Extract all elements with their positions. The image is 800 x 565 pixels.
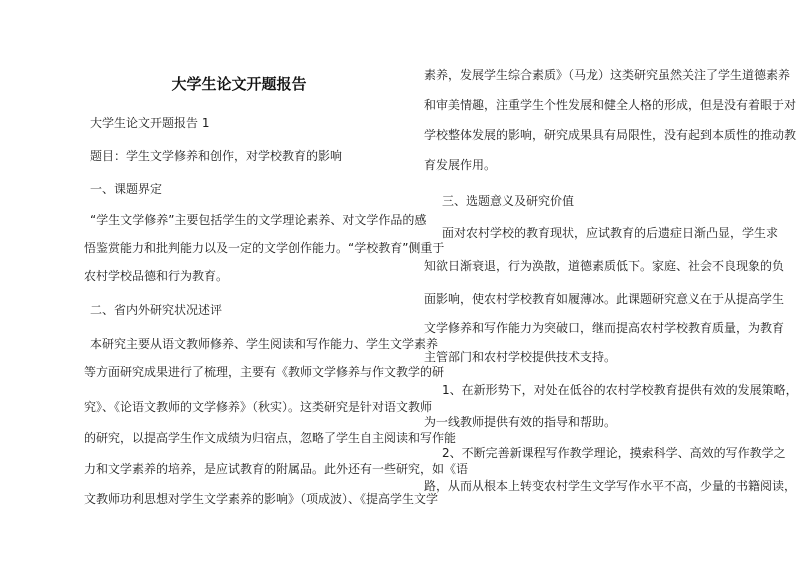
paragraph-line: 农村学校品德和行为教育。 bbox=[84, 269, 229, 283]
paragraph-line: 面影响，使农村学校教育如履薄冰。此课题研究意义在于从提高学生 bbox=[424, 292, 785, 306]
document-title: 大学生论文开题报告 bbox=[171, 75, 307, 93]
paragraph-line: 素养，发展学生综合素质》（马龙）这类研究虽然关注了学生道德素养 bbox=[424, 68, 791, 82]
paragraph-line: 究》、《论语文教师的文学修养》（秋实）。这类研究是针对语文教师 bbox=[84, 400, 433, 414]
paragraph-line: 和审美情趣，注重学生个性发展和健全人格的形成，但是没有着眼于对 bbox=[424, 98, 797, 112]
paragraph-line: 学校整体发展的影响，研究成果具有局限性，没有起到本质性的推动教 bbox=[424, 128, 797, 142]
paragraph-line: 为一线教师提供有效的指导和帮助。 bbox=[424, 415, 617, 429]
paragraph-line: 力和文学素养的培养，是应试教育的附属品。此外还有一些研究，如《语 bbox=[84, 462, 469, 476]
section-heading-3: 三、选题意义及研究价值 bbox=[442, 194, 575, 208]
list-item-1: 1、在新形势下，对处在低谷的农村学校教育提供有效的发展策略， bbox=[442, 383, 798, 397]
paragraph-line: 育发展作用。 bbox=[424, 158, 497, 172]
paragraph-line: 的研究，以提高学生作文成绩为归宿点，忽略了学生自主阅读和写作能 bbox=[84, 431, 457, 445]
paragraph-line: 主管部门和农村学校提供技术支持。 bbox=[424, 350, 617, 364]
section-heading-1: 一、课题界定 bbox=[90, 182, 163, 196]
topic-line: 题目：学生文学修养和创作，对学校教育的影响 bbox=[90, 149, 343, 163]
paragraph-line: 文学修养和写作能力为突破口，继而提高农村学校教育质量，为教育 bbox=[424, 321, 785, 335]
paragraph-line: 本研究主要从语文教师修养、学生阅读和写作能力、学生文学素养 bbox=[90, 337, 439, 351]
paragraph-line: 路，从而从根本上转变农村学生文学写作水平不高，少量的书籍阅读， bbox=[424, 479, 797, 493]
paragraph-line: 知欲日渐衰退，行为涣散，道德素质低下。家庭、社会不良现象的负 bbox=[424, 259, 785, 273]
paragraph-line: 等方面研究成果进行了梳理，主要有《教师文学修养与作文教学的研 bbox=[84, 365, 445, 379]
report-subtitle: 大学生论文开题报告 1 bbox=[90, 116, 210, 130]
paragraph-line: “学生文学修养”主要包括学生的文学理论素养、对文学作品的感 bbox=[90, 213, 427, 227]
list-item-2: 2、不断完善新课程写作教学理论，摸索科学、高效的写作教学之 bbox=[442, 446, 786, 460]
section-heading-2: 二、省内外研究状况述评 bbox=[90, 303, 223, 317]
paragraph-line: 文教师功利思想对学生文学素养的影响》（项成波）、《提高学生文学 bbox=[84, 492, 439, 506]
paragraph-line: 悟鉴赏能力和批判能力以及一定的文学创作能力。“学校教育”侧重于 bbox=[84, 241, 445, 255]
paragraph-line: 面对农村学校的教育现状，应试教育的后遗症日渐凸显，学生求 bbox=[442, 226, 779, 240]
